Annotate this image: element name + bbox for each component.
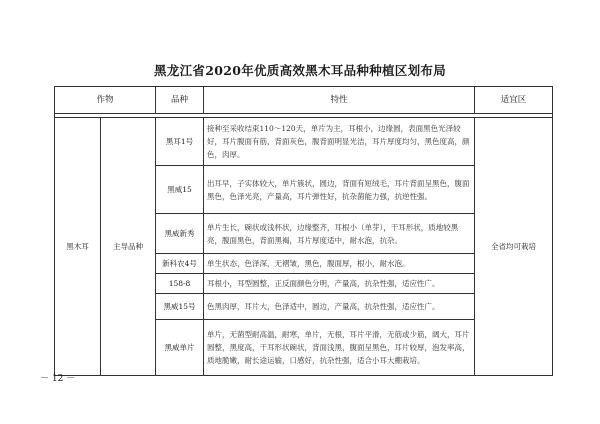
crop-category-cell: 主导品种 (101, 118, 156, 376)
variety-cell: 黑威15 (156, 166, 204, 214)
traits-cell: 接种至采收结束110～120天，单片为主，耳根小，边缘圆，表面黑色光泽较好，耳片腹面有筋，背面灰色，腹背面明显光洁，耳片厚度均匀，黑色度高，颜色，肉厚。 (204, 118, 475, 166)
header-crop: 作物 (55, 87, 156, 114)
traits-cell: 单片，无菌型耐高温，耐寒，单片，无根，耳片平滑，无筋或少筋，阔大，耳片圆整，黑度高，干耳形状碗状，背面浅黑，腹面呈黑色，耳片较厚，泡发率高，质地脆嫩，耐长途运输，口感好，抗杂性强，适合小耳大棚栽培。 (204, 320, 475, 376)
variety-cell: 黑威单片 (156, 320, 204, 376)
region-cell: 全省均可栽培 (475, 118, 553, 376)
page-number: － 12 － (40, 374, 76, 384)
crop-cell: 黑木耳 (55, 118, 101, 376)
traits-cell: 耳根小，耳型圆整，正反面颜色分明，产量高，抗杂性强，适应性广。 (204, 274, 475, 294)
header-region: 适宜区 (475, 87, 553, 114)
document-title: 黑龙江省2020年优质高效黑木耳品种种植区划布局 (154, 63, 446, 78)
traits-cell: 单片生长，碗状或浅杯状，边缘整齐，耳根小（单芽），干耳形状，质地较黑亮，腹面黑色，背面黑褐，耳片厚度适中，耐水泡，抗杂。 (204, 214, 475, 254)
traits-cell: 出耳早，子实体较大，单片簇状，圆边，背面有短绒毛，耳片背面呈黑色，腹面黑色，色泽光亮，产量高，耳片弹性好，抗杂菌能力强，抗逆性强。 (204, 166, 475, 214)
traits-cell: 色黑肉厚，耳片大，色泽适中，圆边，产量高，抗杂性强，适应性广。 (204, 294, 475, 320)
variety-cell: 158-8 (156, 274, 204, 294)
traits-cell: 单生状态，色泽深，无褶皱，黑色，腹面厚，根小，耐水泡。 (204, 254, 475, 274)
table-row (55, 118, 553, 166)
variety-cell: 黑耳1号 (156, 118, 204, 166)
variety-cell: 黑威新秀 (156, 214, 204, 254)
variety-cell: 黑威15号 (156, 294, 204, 320)
variety-cell: 新科农4号 (156, 254, 204, 274)
table-header-row (55, 87, 553, 114)
header-traits: 特性 (204, 87, 475, 114)
header-variety: 品种 (156, 87, 204, 114)
variety-table (54, 86, 553, 376)
